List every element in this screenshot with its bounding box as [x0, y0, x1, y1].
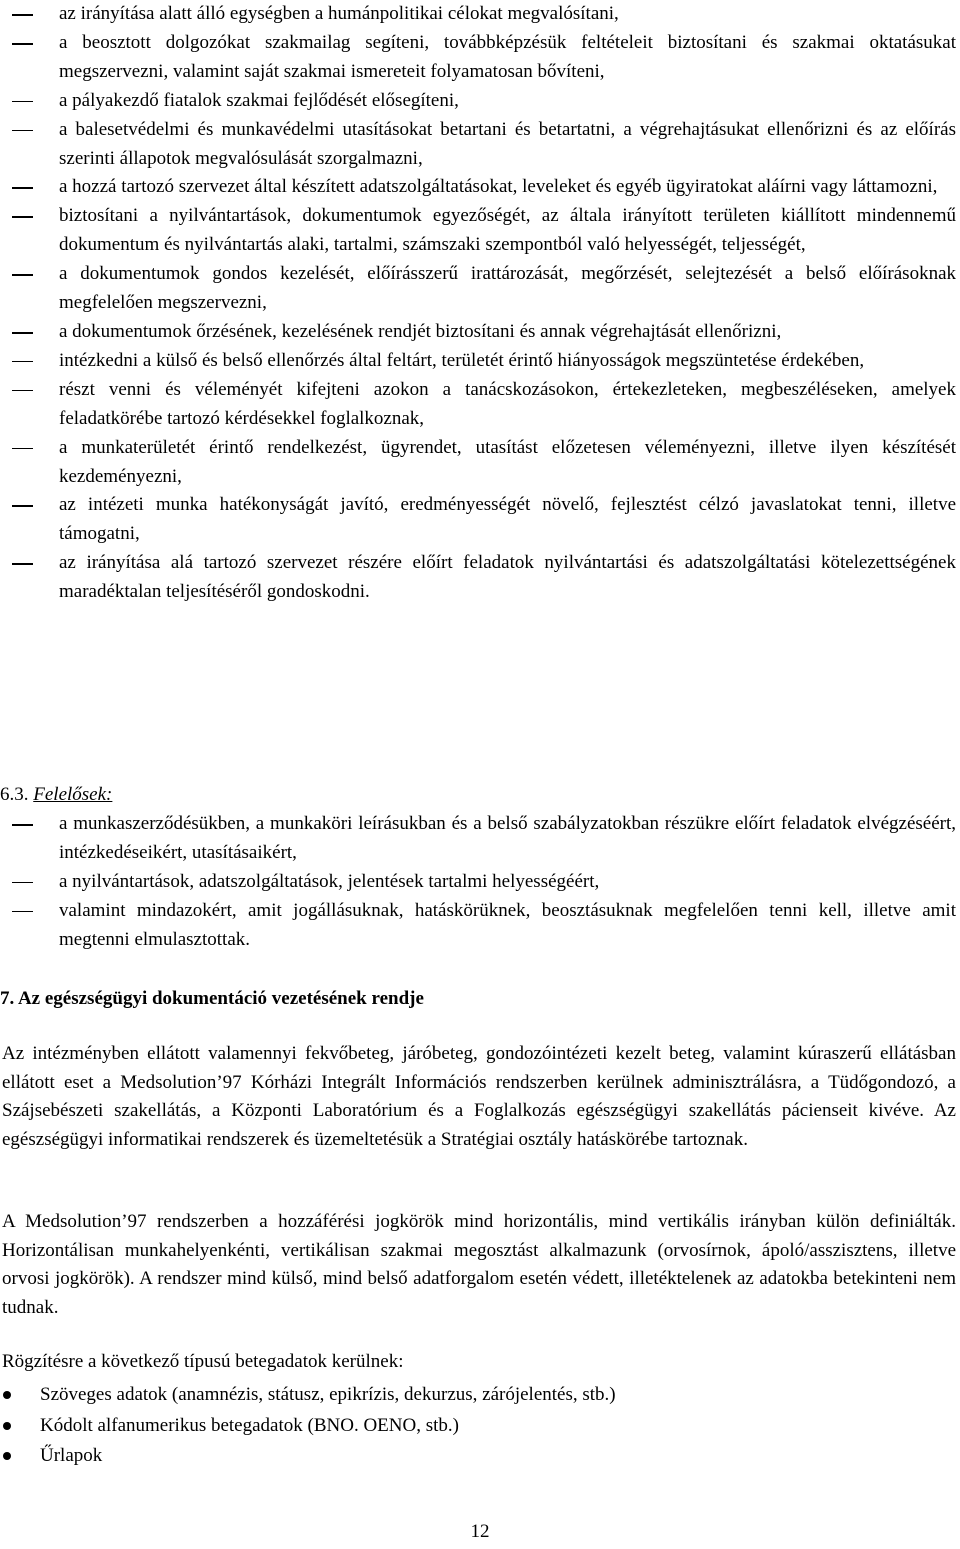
bullet-item-text: Kódolt alfanumerikus betegadatok (BNO. OENO, stb.) — [40, 1414, 459, 1436]
dash-bullet — [12, 332, 33, 334]
list-item — [0, 29, 960, 87]
list-item-text: a beosztott dolgozókat szakmailag segíteni, továbbképzésük feltételeit biztosítani és szakmai oktatásukat megszervezni, valamint saját szakmai ismereteit folyamatosan bővíteni, — [59, 31, 956, 82]
bullet-item-text: Szöveges adatok (anamnézis, státusz, epikrízis, dekurzus, zárójelentés, stb.) — [40, 1384, 616, 1405]
list-item-text: a nyilvántartások, adatszolgáltatások, jelentések tartalmi helyességéért, — [59, 870, 600, 892]
paragraph: A Medsolution’97 rendszerben a hozzáférési jogkörök mind horizontális, mind vertikális irányban külön definiálták. Horizontálisan munkahelyenkénti, vertikálisan szakmai megosztást alkalmazunk (orvosírnok, ápoló/asszisztens, illetve orvosi jogkörök). A rendszer mind külső, mind belső adatforgalom esetén védett, illetéktelenek az adatokba betekinteni nem tudnak. — [2, 1211, 956, 1319]
dash-bullet — [12, 130, 33, 132]
list-item — [0, 868, 960, 897]
paragraph: Az intézményben ellátott valamennyi fekvőbeteg, járóbeteg, gondozóintézeti kezelt beteg, valamint kúraszerű ellátásban ellátott eset a Medsolution’97 Kórházi Integrált Információs rendszerben kerülnek adminisztrálásra, a Tüdőgondozó, a Szájsebészeti szakellátás, a Központi Laboratórium és a Foglalkozás egészségügyi szakellátás pácienseit kivéve. Az egészségügyi informatikai rendszerek és üzemeltetésük a Stratégiai osztály hatáskörébe tartoznak. — [2, 1043, 956, 1151]
bullet-item — [0, 1380, 960, 1411]
list-item-text: intézkedni a külső és belső ellenőrzés által feltárt, területét érintő hiányosságok megszüntetése érdekében, — [59, 349, 865, 371]
list-item — [0, 549, 960, 607]
duty-list — [0, 0, 960, 607]
responsibility-list — [0, 810, 960, 955]
bullet-list — [0, 1380, 960, 1472]
list-item-text: az intézeti munka hatékonyságát javító, eredményességét növelő, fejlesztést célzó javaslatokat tenni, illetve támogatni, — [59, 494, 956, 545]
section-heading-7: 7. Az egészségügyi dokumentáció vezetésének rendje — [0, 988, 424, 1009]
list-item — [0, 173, 960, 202]
page-number: 12 — [470, 1521, 490, 1542]
section-number: 6.3. — [0, 784, 29, 805]
list-item-text: a dokumentumok gondos kezelését, előírásszerű irattározását, megőrzését, selejtezését a belső előírásoknak megfelelően megszervezni, — [59, 263, 956, 314]
dash-bullet — [12, 274, 33, 276]
dash-bullet — [12, 187, 33, 189]
list-item-text: a dokumentumok őrzésének, kezelésének rendjét biztosítani és annak végrehajtását ellenőrizni, — [59, 320, 782, 342]
dash-bullet — [12, 448, 33, 450]
list-item — [0, 376, 960, 434]
dash-bullet — [12, 14, 33, 16]
dash-bullet — [12, 361, 33, 363]
list-item — [0, 116, 960, 174]
list-item — [0, 202, 960, 260]
dash-bullet — [12, 43, 33, 45]
bullet-dot-icon — [3, 1422, 11, 1430]
list-item — [0, 347, 960, 376]
dash-bullet — [12, 216, 33, 218]
list-item-text: az irányítása alá tartozó szervezet részére előírt feladatok nyilvántartási és adatszolgáltatási kötelezettségének maradéktalan teljesítéséről gondoskodni. — [59, 552, 956, 603]
bullet-item — [0, 1411, 960, 1442]
dash-bullet — [12, 824, 33, 826]
list-item — [0, 491, 960, 549]
list-item — [0, 434, 960, 492]
section-heading-6-3 — [0, 781, 112, 809]
dash-bullet — [12, 563, 33, 565]
dash-bullet — [12, 390, 33, 392]
list-item — [0, 260, 960, 318]
dash-bullet — [12, 911, 33, 913]
list-item-text: a pályakezdő fiatalok szakmai fejlődését elősegíteni, — [59, 89, 459, 111]
dash-bullet — [12, 101, 33, 103]
list-item-text: a munkaszerződésükben, a munkaköri leírásukban és a belső szabályzatokban részükre előírt feladatok elvégzéséért, intézkedéseikért, utasításaikért, — [59, 813, 956, 863]
section-title: Felelősek: — [33, 784, 113, 805]
dash-bullet — [12, 505, 33, 507]
bullet-dot-icon — [3, 1391, 11, 1399]
list-item-text: a balesetvédelmi és munkavédelmi utasításokat betartani és betartatni, a végrehajtásukat ellenőrizni és az előírás szerinti állapotok megvalósulását szorgalmazni, — [59, 118, 956, 169]
list-item — [0, 318, 960, 347]
list-item-text: részt venni és véleményét kifejteni azokon a tanácskozásokon, értekezleteken, megbeszéléseken, amelyek feladatkörébe tartozó kérdésekkel foglalkoznak, — [59, 378, 956, 429]
list-item — [0, 897, 960, 955]
bullet-item — [0, 1441, 960, 1472]
bullet-item-text: Űrlapok — [40, 1445, 103, 1466]
paragraph: Rögzítésre a következő típusú betegadatok kerülnek: — [2, 1351, 404, 1372]
list-item — [0, 87, 960, 116]
list-item-text: az irányítása alatt álló egységben a humánpolitikai célokat megvalósítani, — [59, 3, 619, 24]
list-item-text: biztosítani a nyilvántartások, dokumentumok egyezőségét, az általa irányított területen kiállított mindennemű dokumentum és nyilvántartás alaki, tartalmi, számszaki szempontból való helyességét, teljességét, — [59, 205, 956, 256]
list-item-text: a munkaterületét érintő rendelkezést, ügyrendet, utasítást előzetesen véleményezni, illetve ilyen készítését kezdeményezni, — [59, 436, 956, 487]
dash-bullet — [12, 882, 33, 884]
bullet-dot-icon — [3, 1452, 11, 1460]
list-item — [0, 0, 960, 29]
list-item-text: a hozzá tartozó szervezet által készített adatszolgáltatásokat, leveleket és egyéb ügyiratokat aláírni vagy láttamozni, — [59, 176, 938, 198]
list-item — [0, 810, 960, 868]
list-item-text: valamint mindazokért, amit jogállásuknak, hatáskörüknek, beosztásuknak megfelelően tenni kell, illetve amit megtenni elmulasztottak. — [59, 899, 956, 950]
